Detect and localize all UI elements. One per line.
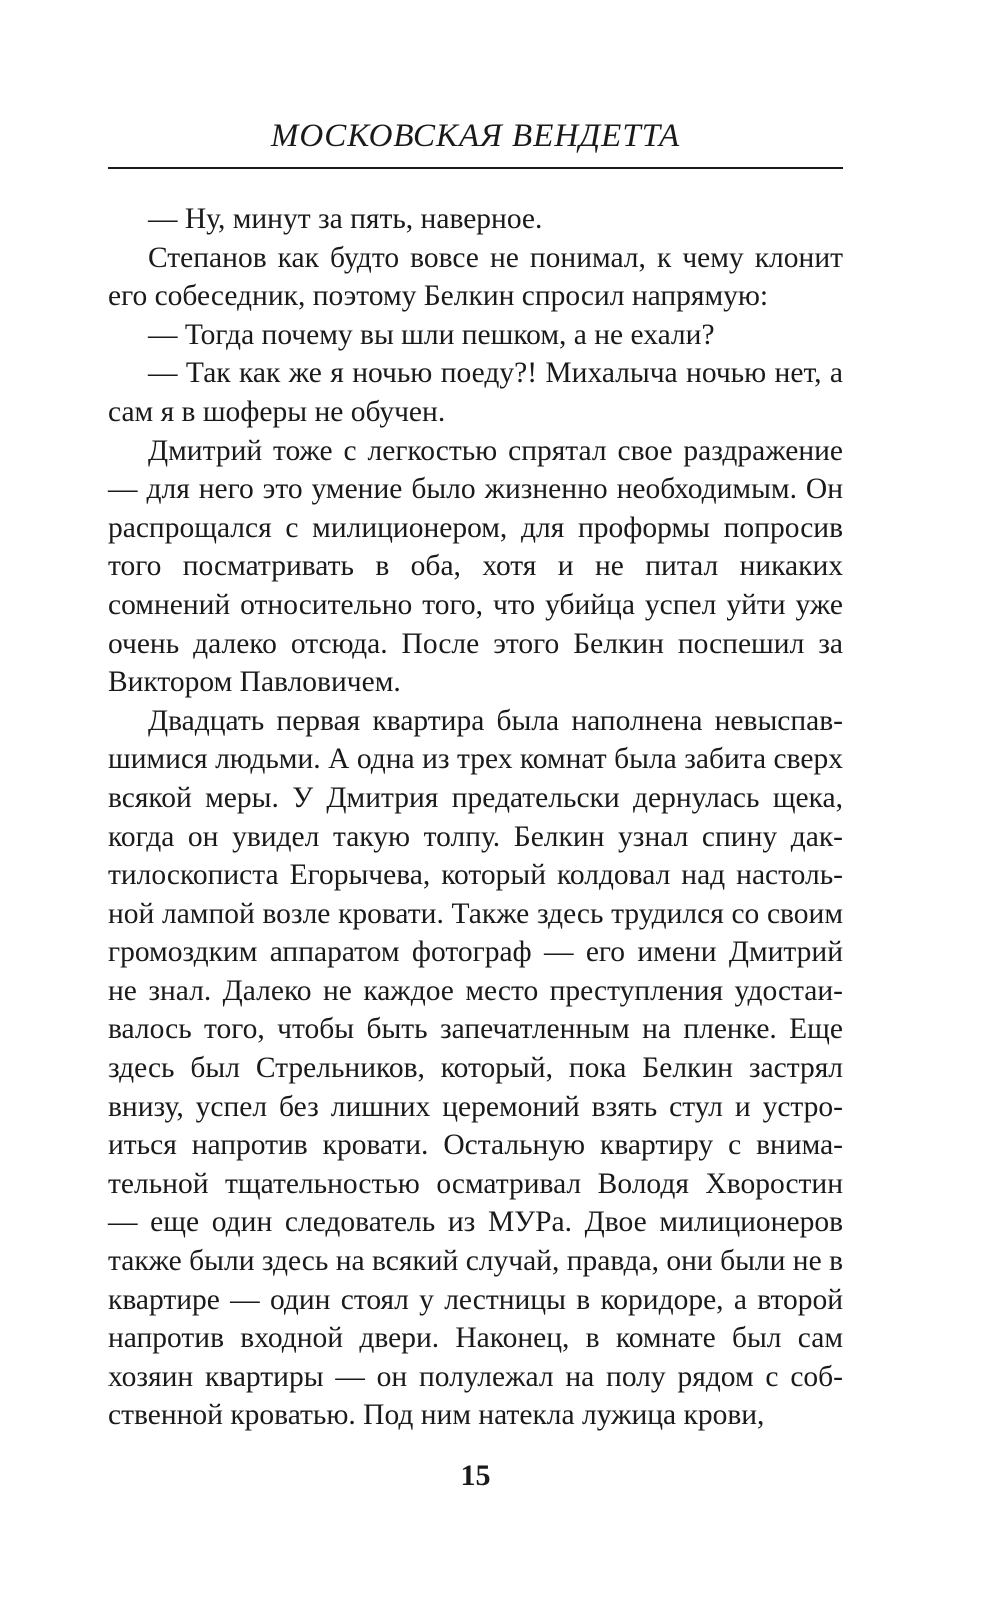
- paragraph: — Ну, минут за пять, наверное.: [148, 203, 543, 235]
- page-number: 15: [460, 1459, 491, 1492]
- running-head: МОСКОВСКАЯ ВЕНДЕТТА: [270, 118, 681, 154]
- body-text: [108, 200, 843, 1435]
- paragraph: — Так как же я ночью поеду?! Михалыча ночью нет, а сам я в шоферы не обучен.: [108, 357, 843, 428]
- paragraph: — Тогда почему вы шли пешком, а не ехали?: [148, 318, 715, 351]
- paragraph: Степанов как будто вовсе не понимал, к чему клонит его собеседник, поэтому Белкин спросил напрямую:: [108, 241, 843, 313]
- paragraph: Дмитрий тоже с легкостью спрятал свое раздражение — для него это умение было жизненно необходимым. Он распрощался с милиционером, для проформы попросив того посматривать в оба, хотя и не питал никаких сомнений относительно того, что убийца успел уйти уже очень далеко отсюда. После этого Белкин поспешил за Виктором Павловичем.: [108, 434, 843, 699]
- header-rule: [108, 167, 843, 169]
- paragraph: Двадцать первая квартира была наполнена невыспавшимися людьми. А одна из трех комнат была забита сверх всякой меры. У Дмитрия предательски дернулась щека, когда он увидел такую толпу. Белкин узнал спину дактилоскописта Егорычева, который колдовал над настольной лампой возле кровати. Также здесь трудился со своим громоздким аппаратом фотограф — его имени Дмитрий не знал. Далеко не каждое место преступления удостаивалось того, чтобы быть запечатленным на пленке. Еще здесь был Стрельников, который, пока Белкин застрял внизу, успел без лишних церемоний взять стул и устроиться напротив кровати. Остальную квартиру с внимательной тщательностью осматривал Володя Хворостин — еще один следователь из МУРа. Двое милиционеров также были здесь на всякий случай, правда, они были не в квартире — один стоял у лестницы в коридоре, а второй напротив входной двери. Наконец, в комнате был сам хозяин квартиры — он полулежал на полу рядом с собственной кроватью. Под ним натекла лужица крови,: [108, 704, 843, 1432]
